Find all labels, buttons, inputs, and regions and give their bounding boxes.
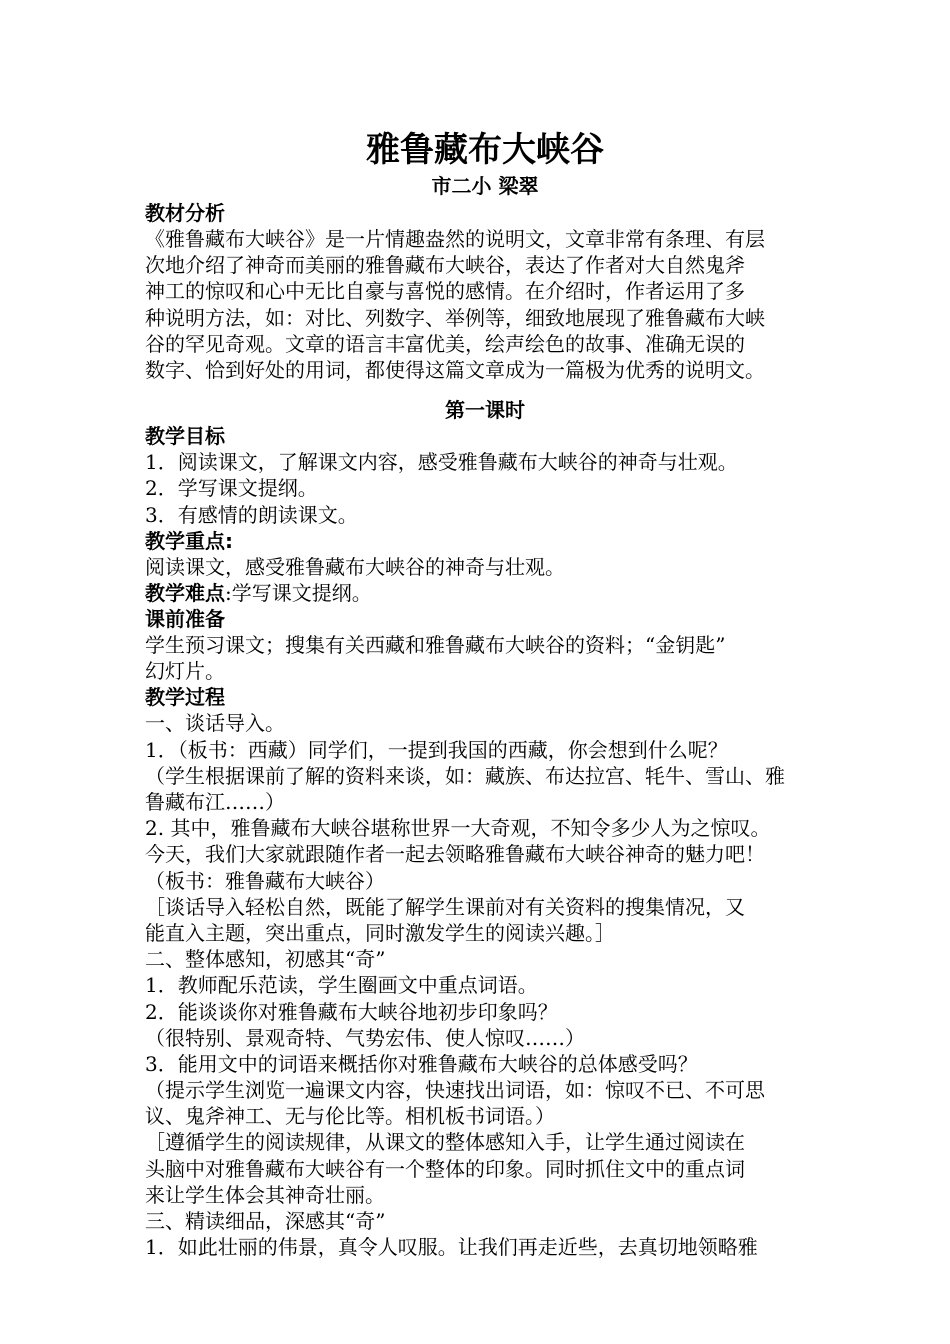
text-line: ［谈话导入轻松自然，既能了解学生课前对有关资料的搜集情况，又	[145, 894, 745, 919]
document-title: 雅鲁藏布大峡谷	[366, 130, 604, 170]
text-line: 能直入主题，突出重点，同时激发学生的阅读兴趣。］	[145, 920, 615, 945]
goals-heading: 教学目标	[145, 424, 225, 449]
text-line: 幻灯片。	[145, 659, 225, 684]
text-line: 数字、恰到好处的用词，都使得这篇文章成为一篇极为优秀的说明文。	[145, 357, 765, 382]
text-line: 1．如此壮丽的伟景，真令人叹服。让我们再走近些，去真切地领略雅	[145, 1235, 758, 1260]
text-line: 来让学生体会其神奇壮丽。	[145, 1182, 385, 1207]
text-line: 神工的惊叹和心中无比自豪与喜悦的感情。在介绍时，作者运用了多	[145, 279, 745, 304]
text-line: 今天，我们大家就跟随作者一起去领略雅鲁藏布大峡谷神奇的魅力吧！	[145, 842, 765, 867]
text-line: （板书：雅鲁藏布大峡谷）	[145, 868, 385, 893]
text-line: 二、整体感知，初感其“奇”	[145, 947, 386, 972]
key-text: 阅读课文，感受雅鲁藏布大峡谷的神奇与壮观。	[145, 554, 565, 579]
goal-item: 2．学写课文提纲。	[145, 476, 318, 501]
difficulty-heading: 教学难点	[145, 580, 225, 605]
document-content	[145, 128, 825, 1260]
text-line: 谷的罕见奇观。文章的语言丰富优美，绘声绘色的故事、准确无误的	[145, 331, 745, 356]
process-body	[145, 710, 825, 1260]
process-heading: 教学过程	[145, 685, 225, 710]
text-line: （提示学生浏览一遍课文内容，快速找出词语，如：惊叹不已、不可思	[145, 1078, 765, 1103]
text-line: 议、鬼斧神工、无与伦比等。相机板书词语。）	[145, 1104, 555, 1129]
goal-item: 3．有感情的朗读课文。	[145, 502, 358, 527]
text-line: 1．教师配乐范读，学生圈画文中重点词语。	[145, 973, 538, 998]
text-line: 2. 其中，雅鲁藏布大峡谷堪称世界一大奇观，不知令多少人为之惊叹。	[145, 816, 771, 841]
text-line: 次地介绍了神奇而美丽的雅鲁藏布大峡谷，表达了作者对大自然鬼斧	[145, 253, 745, 278]
text-line: 头脑中对雅鲁藏布大峡谷有一个整体的印象。同时抓住文中的重点词	[145, 1156, 745, 1181]
key-heading: 教学重点:	[145, 528, 233, 553]
text-line: （很特别、景观奇特、气势宏伟、使人惊叹……）	[145, 1025, 585, 1050]
text-line: 种说明方法，如：对比、列数字、举例等，细致地展现了雅鲁藏布大峡	[145, 305, 765, 330]
goal-item: 1．阅读课文，了解课文内容，感受雅鲁藏布大峡谷的神奇与壮观。	[145, 450, 738, 475]
text-line: ［遵循学生的阅读规律，从课文的整体感知入手，让学生通过阅读在	[145, 1130, 745, 1155]
text-line: 一、谈话导入。	[145, 711, 285, 736]
prep-heading: 课前准备	[145, 607, 225, 632]
text-line: 1．（板书：西藏）同学们，一提到我国的西藏，你会想到什么呢？	[145, 737, 728, 762]
text-line: 三、精读细品，深感其“奇”	[145, 1209, 386, 1233]
text-line: 鲁藏布江……）	[145, 790, 285, 814]
document-author: 市二小 梁翠	[431, 174, 539, 198]
analysis-heading: 教材分析	[145, 201, 225, 225]
text-line: （学生根据课前了解的资料来谈，如：藏族、布达拉宫、牦牛、雪山、雅	[145, 763, 785, 788]
lesson-title: 第一课时	[445, 398, 525, 423]
text-line: 2．能谈谈你对雅鲁藏布大峡谷地初步印象吗？	[145, 999, 558, 1024]
analysis-paragraph	[145, 226, 825, 383]
text-line: 3．能用文中的词语来概括你对雅鲁藏布大峡谷的总体感受吗？	[145, 1051, 698, 1076]
difficulty-text: :学写课文提纲。	[225, 580, 372, 605]
text-line: 《雅鲁藏布大峡谷》是一片情趣盎然的说明文，文章非常有条理、有层	[145, 227, 765, 251]
text-line: 学生预习课文；搜集有关西藏和雅鲁藏布大峡谷的资料；“金钥匙”	[145, 633, 726, 658]
difficulty-line	[145, 580, 825, 606]
